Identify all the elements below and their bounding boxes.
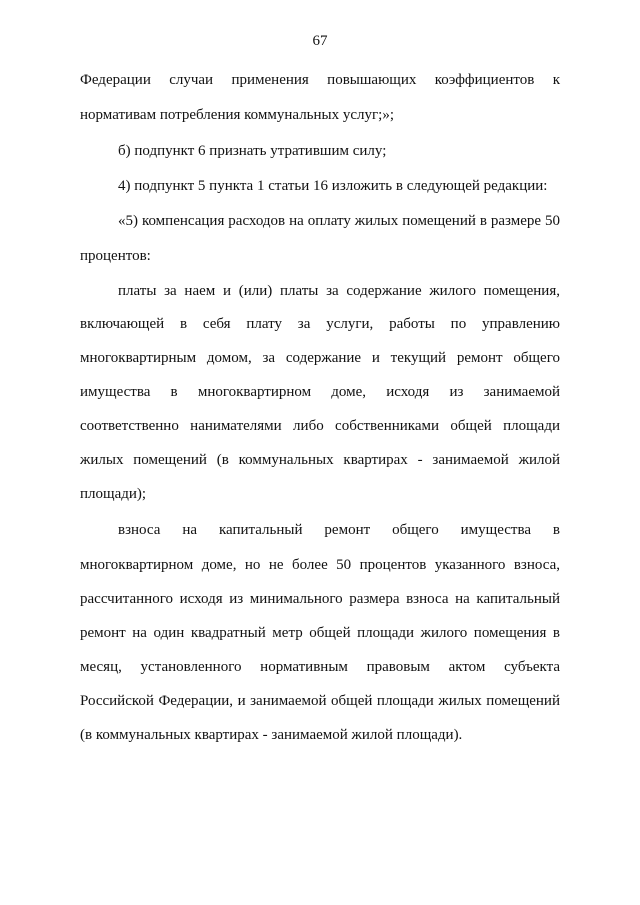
text-line: Российской Федерации, и занимаемой общей площади жилых помещений (80, 693, 560, 709)
text-line: платы за наем и (или) платы за содержание жилого помещения, (118, 283, 560, 299)
text-line: процентов: (80, 248, 151, 264)
text-line: ремонт на один квадратный метр общей площади жилого помещения в (80, 625, 560, 641)
text-line: соответственно нанимателями либо собственниками общей площади (80, 418, 560, 434)
text-line: взноса на капитальный ремонт общего имущества в (118, 522, 560, 538)
text-line: включающей в себя плату за услуги, работы по управлению (80, 316, 560, 332)
text-line: площади); (80, 486, 147, 502)
text-line: рассчитанного исходя из минимального размера взноса на капитальный (80, 591, 560, 607)
text-line: многоквартирном доме, но не более 50 процентов указанного взноса, (80, 557, 560, 573)
text-line: месяц, установленного нормативным правовым актом субъекта (80, 659, 560, 675)
page-number: 67 (312, 33, 328, 49)
text-line: б) подпункт 6 признать утратившим силу; (118, 143, 387, 159)
text-line: многоквартирным домом, за содержание и текущий ремонт общего (80, 350, 560, 366)
text-line: 4) подпункт 5 пункта 1 статьи 16 изложить в следующей редакции: (118, 178, 548, 194)
text-line: (в коммунальных квартирах - занимаемой жилой площади). (80, 727, 463, 743)
text-line: нормативам потребления коммунальных услуг;»; (80, 107, 395, 123)
text-line: «5) компенсация расходов на оплату жилых помещений в размере 50 (118, 213, 560, 229)
text-line: Федерации случаи применения повышающих коэффициентов к (80, 72, 560, 88)
text-line: жилых помещений (в коммунальных квартирах - занимаемой жилой (80, 452, 560, 468)
text-line: имущества в многоквартирном доме, исходя из занимаемой (80, 384, 560, 400)
